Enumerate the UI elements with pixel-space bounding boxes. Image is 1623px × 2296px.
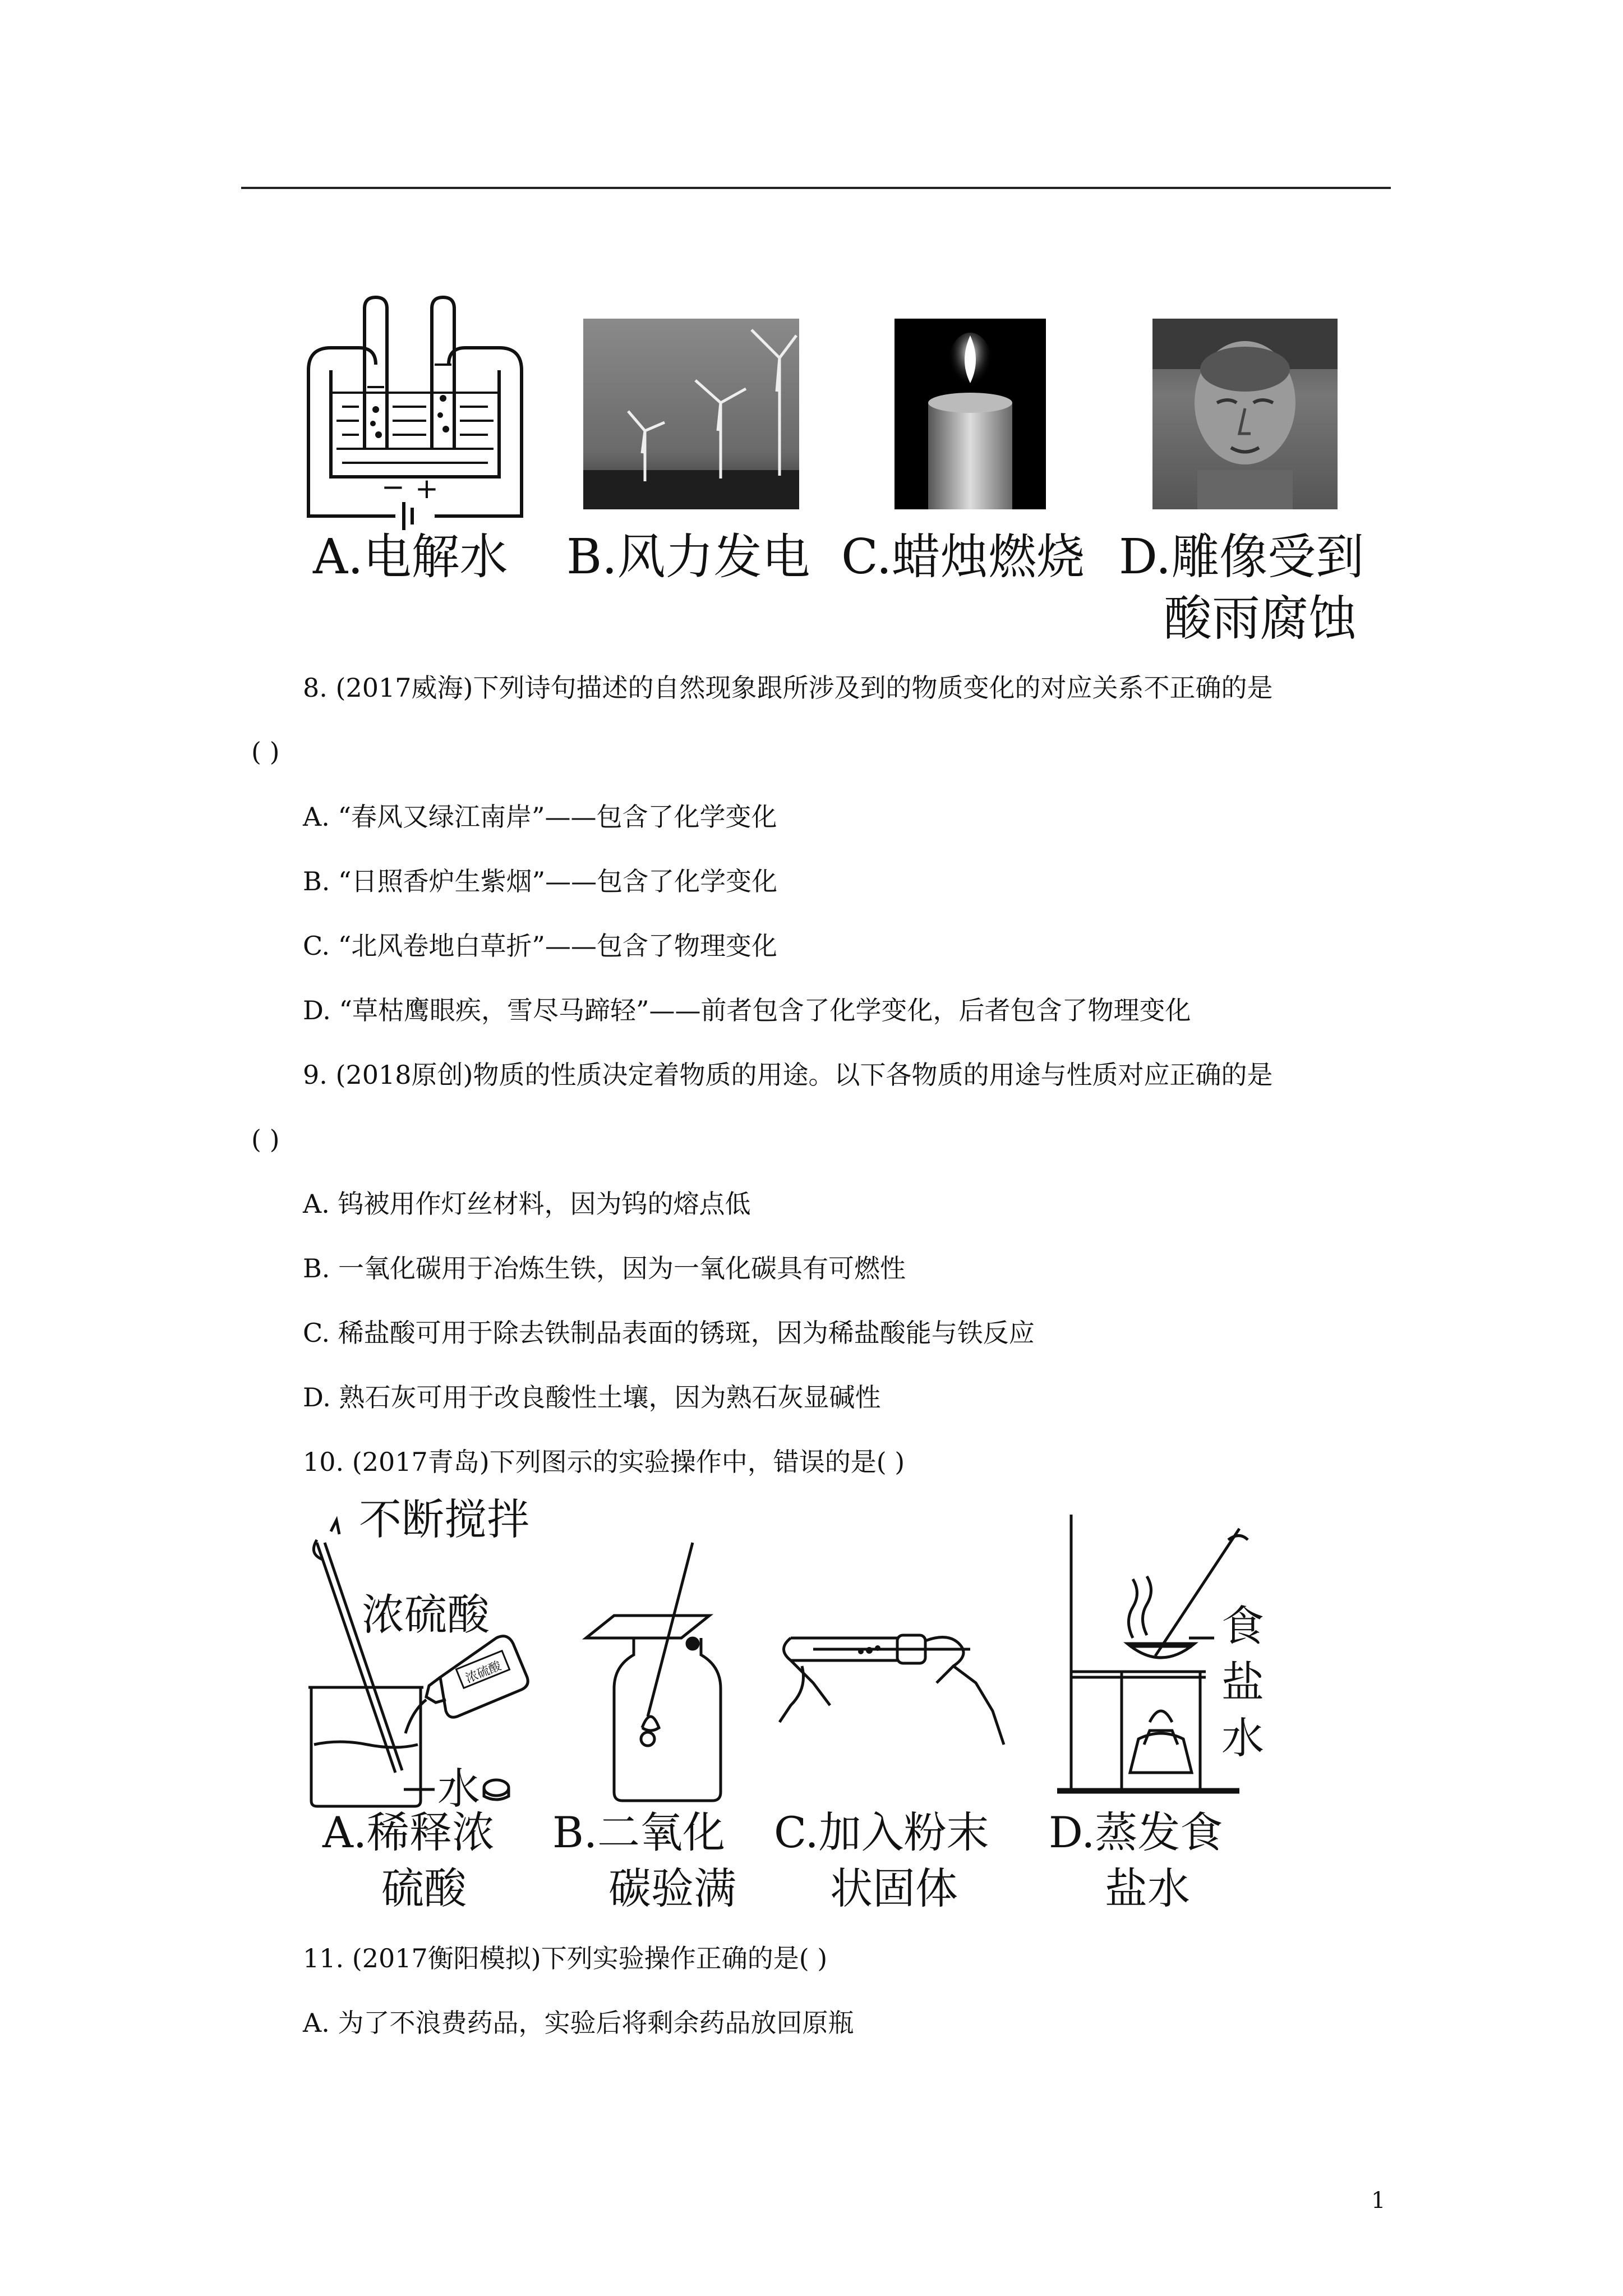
caption-evaporate-line1: D.蒸发食 (1049, 1807, 1223, 1857)
page-number: 1 (1371, 2188, 1386, 2214)
label-stir: 不断搅拌 (359, 1494, 529, 1544)
caption-powder-line2: 状固体 (830, 1864, 958, 1913)
caption-statue-line1: D.雕像受到 (1119, 529, 1364, 585)
battery-plus: + (415, 472, 439, 505)
figure-add-powder (768, 1604, 1015, 1761)
candle-photo (895, 319, 1046, 509)
figure-co2-test (580, 1537, 749, 1806)
caption-co2-line1: B.二氧化 (552, 1807, 726, 1857)
electrolysis-diagram (297, 286, 533, 533)
label-water: 水 (437, 1764, 480, 1814)
label-conc-acid: 浓硫酸 (362, 1590, 490, 1640)
q8-option-a: A. “春风又绿江南岸”——包含了化学变化 (303, 802, 777, 832)
caption-dilute-acid-line1: A.稀释浓 (322, 1807, 495, 1857)
buddha-statue-photo (1152, 319, 1338, 509)
q9-option-a: A. 钨被用作灯丝材料，因为钨的熔点低 (303, 1189, 751, 1219)
q9-option-d: D. 熟石灰可用于改良酸性土壤，因为熟石灰显碱性 (303, 1382, 881, 1412)
wind-turbine-photo (583, 319, 799, 509)
caption-statue-line2: 酸雨腐蚀 (1164, 591, 1357, 647)
caption-candle: C.蜡烛燃烧 (841, 529, 1085, 585)
caption-powder-line1: C.加入粉末 (774, 1807, 989, 1857)
q8-option-b: B. “日照香炉生紫烟”——包含了化学变化 (303, 866, 778, 896)
q9-option-b: B. 一氧化碳用于冶炼生铁，因为一氧化碳具有可燃性 (303, 1253, 906, 1283)
battery-minus: − (381, 471, 405, 503)
q9-option-c: C. 稀盐酸可用于除去铁制品表面的锈斑，因为稀盐酸能与铁反应 (303, 1318, 1035, 1348)
q8-bracket: ( ) (251, 737, 280, 767)
q8-stem: 8. (2017威海)下列诗句描述的自然现象跟所涉及到的物质变化的对应关系不正确的是 (303, 673, 1273, 703)
bottle-tag-label: 浓硫酸 (463, 1659, 504, 1686)
caption-wind-power: B.风力发电 (566, 529, 810, 585)
label-salt-water-3: 水 (1221, 1713, 1264, 1763)
caption-dilute-acid-line2: 硫酸 (381, 1864, 467, 1913)
figure-dilute-acid (306, 1509, 541, 1812)
label-salt-water-1: 食 (1221, 1601, 1264, 1651)
q8-option-d: D. “草枯鹰眼疾，雪尽马蹄轻”——前者包含了化学变化，后者包含了物理变化 (303, 995, 1191, 1025)
q9-bracket: ( ) (251, 1124, 280, 1154)
q9-stem: 9. (2018原创)物质的性质决定着物质的用途。以下各物质的用途与性质对应正确的是 (303, 1060, 1273, 1090)
caption-electrolysis: A.电解水 (313, 529, 508, 585)
q11-option-a: A. 为了不浪费药品，实验后将剩余药品放回原瓶 (303, 2008, 854, 2038)
q10-stem: 10. (2017青岛)下列图示的实验操作中，错误的是( ) (303, 1447, 905, 1477)
q8-option-c: C. “北风卷地白草折”——包含了物理变化 (303, 931, 777, 961)
header-rule (241, 187, 1391, 189)
figure-electrolysis (297, 286, 533, 533)
label-salt-water-2: 盐 (1221, 1657, 1264, 1707)
caption-evaporate-line2: 盐水 (1105, 1864, 1190, 1913)
q11-stem: 11. (2017衡阳模拟)下列实验操作正确的是( ) (303, 1943, 828, 1973)
caption-co2-line2: 碳验满 (608, 1864, 736, 1913)
